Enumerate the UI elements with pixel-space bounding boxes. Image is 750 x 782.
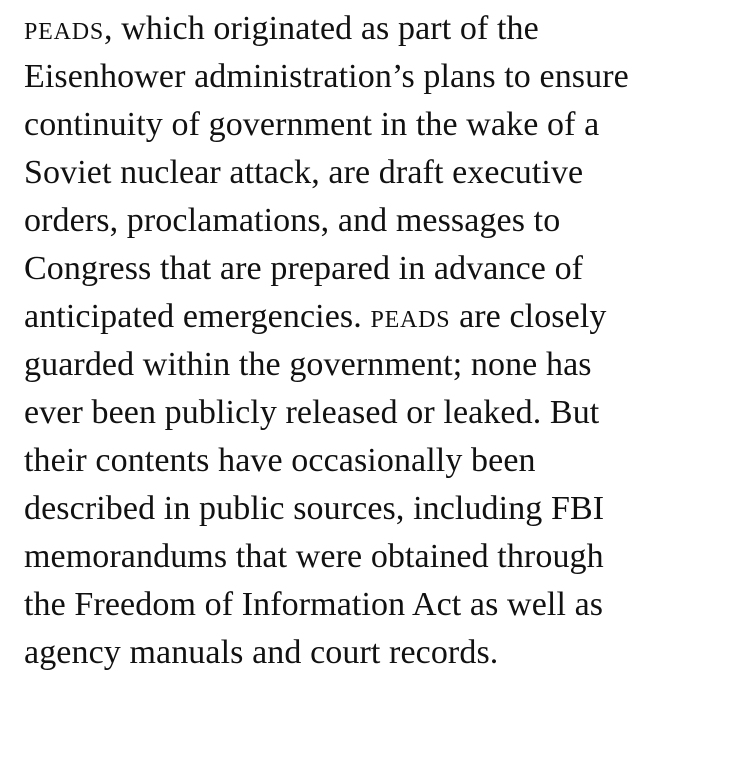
text-line-2: Eisenhower administration’s plans to ensure	[24, 58, 629, 95]
text-line-10: their contents have occasionally been	[24, 442, 536, 479]
text-line-1	[24, 5, 730, 53]
text-line-11: described in public sources, including FBI	[24, 490, 605, 527]
text-span: , which originated as part of the	[104, 10, 539, 47]
text-line-8: guarded within the government; none has	[24, 346, 592, 383]
text-line-7	[24, 293, 730, 341]
peads-acronym: peads	[370, 298, 451, 335]
text-line-3: continuity of government in the wake of a	[24, 106, 600, 143]
text-span: are closely	[450, 298, 607, 335]
text-line-5: orders, proclamations, and messages to	[24, 202, 561, 239]
text-line-13: the Freedom of Information Act as well as	[24, 586, 604, 623]
text-span: anticipated emergencies.	[24, 298, 371, 335]
text-line-14: agency manuals and court records.	[24, 634, 499, 671]
text-line-9: ever been publicly released or leaked. But	[24, 394, 600, 431]
body-paragraph	[24, 5, 730, 677]
text-line-6: Congress that are prepared in advance of	[24, 250, 584, 287]
peads-acronym: peads	[24, 10, 105, 47]
text-line-12: memorandums that were obtained through	[24, 538, 604, 575]
text-line-4: Soviet nuclear attack, are draft executive	[24, 154, 584, 191]
